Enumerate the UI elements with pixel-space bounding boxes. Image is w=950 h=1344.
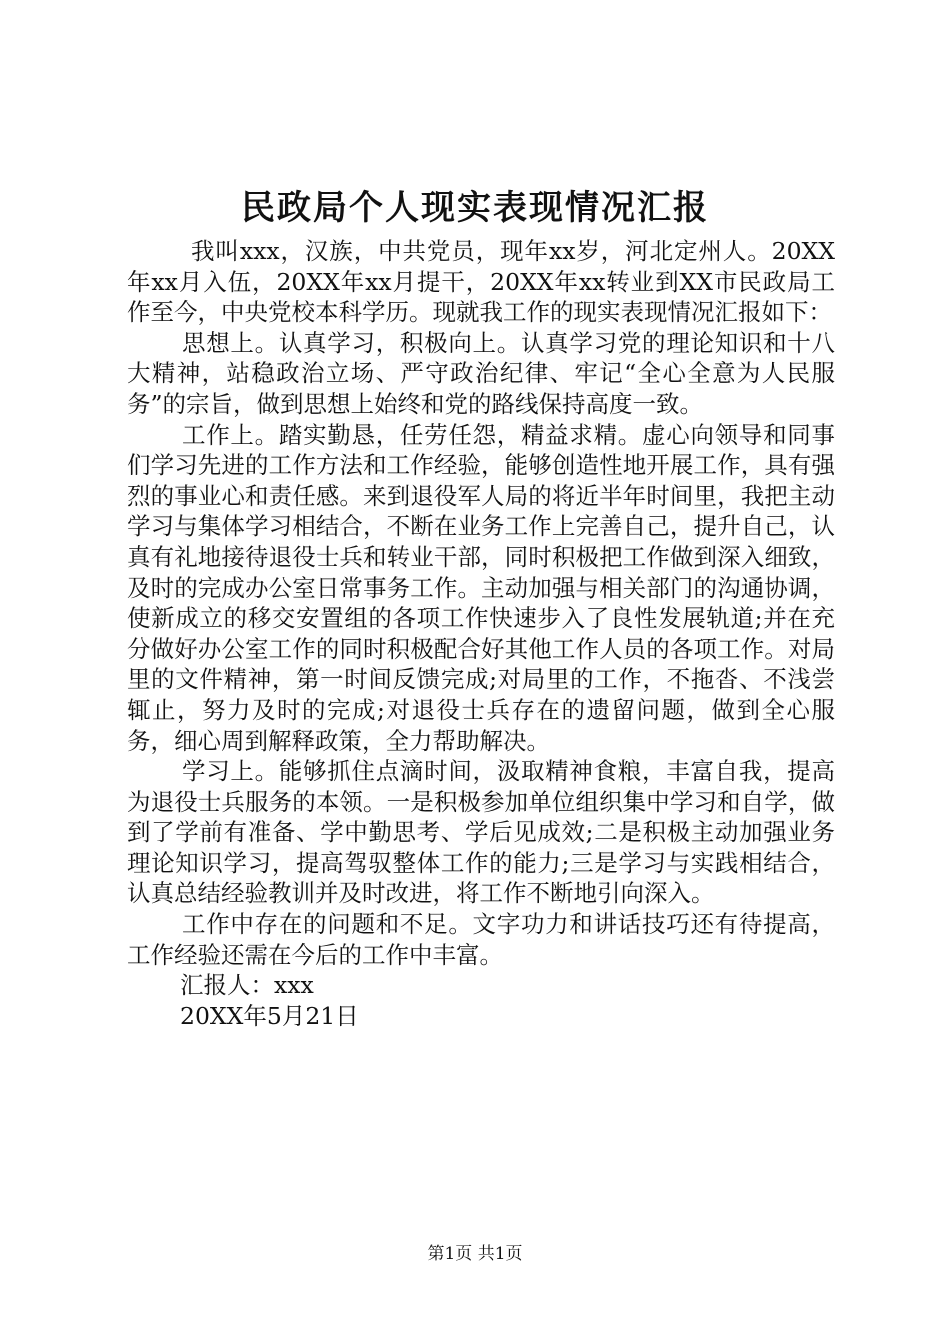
paragraph-intro: 我叫xxx，汉族，中共党员，现年xx岁，河北定州人。20XX年xx月入伍，20XX年xx月提干，20XX年xx转业到XX市民政局工作至今，中央党校本科学历。现就我工作的现实表现情况汇报如下： <box>127 237 835 327</box>
reporter-signature: 汇报人：xxx <box>180 971 314 1000</box>
paragraph-work: 工作上。踏实勤恳，任劳任怨，精益求精。虚心向领导和同事们学习先进的工作方法和工作经验，能够创造性地开展工作，具有强烈的事业心和责任感。来到退役军人局的将近半年时间里，我把主动学习与集体学习相结合，不断在业务工作上完善自己，提升自己，认真有礼地接待退役士兵和转业干部，同时积极把工作做到深入细致，及时的完成办公室日常事务工作。主动加强与相关部门的沟通协调，使新成立的移交安置组的各项工作快速步入了良性发展轨道;并在充分做好办公室工作的同时积极配合好其他工作人员的各项工作。对局里的文件精神，第一时间反馈完成;对局里的工作，不拖沓、不浅尝辄止，努力及时的完成;对退役士兵存在的遗留问题，做到全心服务，细心周到解释政策，全力帮助解决。 <box>127 420 835 755</box>
paragraph-study: 学习上。能够抓住点滴时间，汲取精神食粮，丰富自我，提高为退役士兵服务的本领。一是积极参加单位组织集中学习和自学，做到了学前有准备、学中勤思考、学后见成效;二是积极主动加强业务理论知识学习，提高驾驭整体工作的能力;三是学习与实践相结合，认真总结经验教训并及时改进，将工作不断地引向深入。 <box>127 757 835 908</box>
document-title: 民政局个人现实表现情况汇报 <box>241 188 709 228</box>
page-number: 第1页 共1页 <box>427 1244 523 1264</box>
paragraph-thought: 思想上。认真学习，积极向上。认真学习党的理论知识和十八大精神，站稳政治立场、严守政治纪律、牢记“全心全意为人民服务”的宗旨，做到思想上始终和党的路线保持高度一致。 <box>127 328 835 418</box>
report-date: 20XX年5月21日 <box>180 1001 359 1030</box>
paragraph-shortcomings: 工作中存在的问题和不足。文字功力和讲话技巧还有待提高，工作经验还需在今后的工作中丰富。 <box>127 910 835 969</box>
document-body <box>127 236 835 1031</box>
